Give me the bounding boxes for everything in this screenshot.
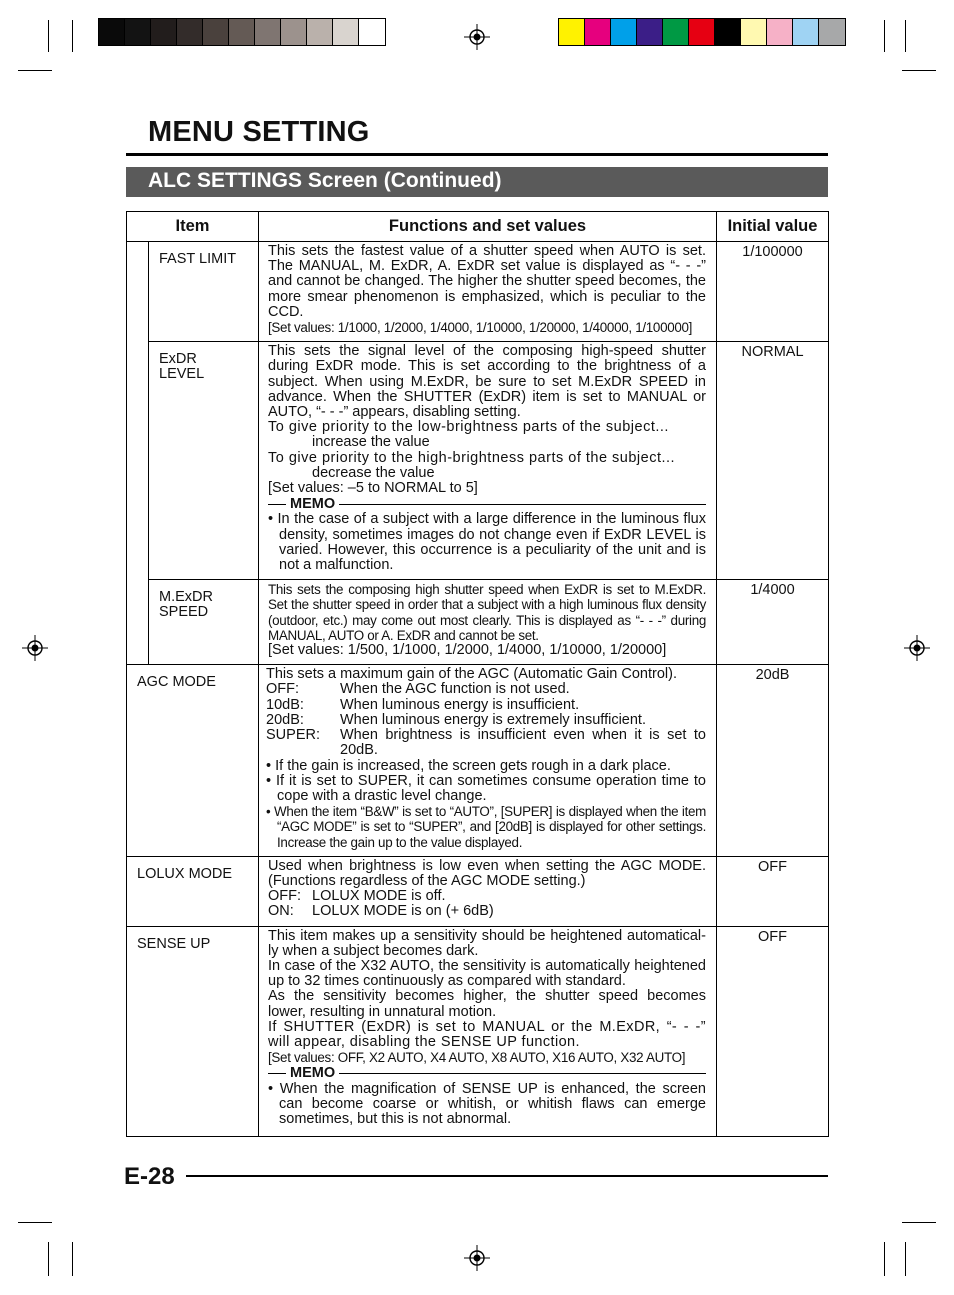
crop-mark (72, 20, 73, 52)
description-text: This sets the signal level of the composing high-speed shutter during ExDR mode. This is set according to the brightness of a subject. When using M.ExDR, be sure to set M.ExDR SPEED in advance. When the SHUTTER (ExDR) item is set to MANUAL or AUTO, “- - -” appears, disabling setting. (268, 343, 706, 421)
settings-table (126, 211, 829, 1137)
table-header-row (127, 212, 829, 242)
table-row (127, 242, 829, 342)
option-row (266, 698, 706, 713)
function-description (259, 856, 717, 926)
option-key: 20dB: (266, 711, 304, 728)
crop-mark (905, 1242, 906, 1276)
footer-rule (186, 1175, 828, 1177)
item-name: AGC MODE (127, 665, 259, 856)
memo-text: • When the magnification of SENSE UP is enhanced, the screen can become coarse or whitish, or whitish flaws can emerge sometimes, but this is not abnormal. (268, 1080, 706, 1127)
table-row (127, 926, 829, 1136)
color-swatch (229, 19, 255, 45)
description-text: To give priority to the low-brightness parts of the subject... (268, 419, 669, 436)
set-values-text: [Set values: 1/500, 1/1000, 1/2000, 1/4000, 1/10000, 1/20000] (268, 642, 667, 659)
item-name-line: SPEED (159, 604, 209, 621)
initial-value: 20dB (717, 665, 829, 856)
color-swatch (99, 19, 125, 45)
description-text: If SHUTTER (ExDR) is set to MANUAL or the M.ExDR, “- - -” will appear, disabling the SENSE UP function. (268, 1018, 706, 1050)
option-value: When luminous energy is extremely insufficient. (340, 711, 646, 728)
crop-mark (18, 1222, 52, 1223)
initial-value: OFF (717, 926, 829, 1136)
color-swatch (307, 19, 333, 45)
color-swatch (741, 19, 767, 45)
option-row (266, 682, 706, 697)
note-bullet: • If the gain is increased, the screen gets rough in a dark place. (266, 757, 671, 774)
crop-mark (884, 1242, 885, 1276)
item-name (149, 342, 259, 580)
set-values-text: [Set values: –5 to NORMAL to 5] (268, 480, 478, 497)
description-text: In case of the X32 AUTO, the sensitivity is automatically heightened up to 32 times continuously as compared with standard. (268, 957, 706, 990)
registration-mark-icon (464, 24, 490, 50)
memo-rule (268, 504, 286, 505)
note-bullet: • If it is set to SUPER, it can sometimes consume operation time to cope with a drastic level change. (266, 772, 706, 804)
color-swatch (793, 19, 819, 45)
option-value: When luminous energy is insufficient. (340, 696, 580, 713)
description-text: To give priority to the high-brightness parts of the subject... (268, 449, 676, 466)
initial-value: 1/4000 (717, 580, 829, 665)
table-row (127, 342, 829, 580)
section-header-bar (126, 167, 828, 197)
color-swatch (255, 19, 281, 45)
option-key: 10dB: (266, 696, 304, 713)
process-color-bar (558, 18, 846, 46)
sub-item-indent (127, 242, 149, 342)
set-values-text: [Set values: OFF, X2 AUTO, X4 AUTO, X8 AUTO, X16 AUTO, X32 AUTO] (268, 1050, 686, 1066)
description-text: This item makes up a sensitivity should be heightened automatical-ly when a subject becomes dark. (268, 927, 706, 959)
option-row (266, 728, 706, 758)
color-swatch (125, 19, 151, 45)
description-text: Used when brightness is low even when setting the AGC MODE. (Functions regardless of the AGC MODE setting.) (268, 857, 706, 889)
function-description (259, 665, 717, 856)
title-rule (126, 153, 828, 156)
column-header-initial: Initial value (717, 212, 829, 242)
color-swatch (177, 19, 203, 45)
function-description (259, 580, 717, 665)
item-name-line: M.ExDR (159, 589, 213, 606)
description-text: This sets the fastest value of a shutter speed when AUTO is set. The MANUAL, M. ExDR, A. ExDR set value is displayed as “- - -” and cannot be changed. The higher the shutter speed becomes, the more smear phenomenon is emphasized, which is peculiar to the CCD. (268, 243, 706, 320)
option-row (266, 713, 706, 728)
color-swatch (333, 19, 359, 45)
description-text: This sets a maximum gain of the AGC (Automatic Gain Control). (266, 666, 677, 683)
column-header-item: Item (127, 212, 259, 242)
option-value: When the AGC function is not used. (340, 681, 570, 698)
sub-item-indent (127, 342, 149, 580)
color-swatch (715, 19, 741, 45)
option-row (268, 904, 706, 919)
option-value: LOLUX MODE is off. (312, 888, 446, 905)
color-swatch (559, 19, 585, 45)
registration-mark-icon (22, 635, 48, 661)
sub-item-indent (127, 580, 149, 665)
color-swatch (637, 19, 663, 45)
item-name-line: LEVEL (159, 366, 205, 383)
registration-mark-icon (904, 635, 930, 661)
crop-mark (18, 70, 52, 71)
memo-rule (339, 1073, 706, 1074)
item-name: FAST LIMIT (149, 242, 259, 342)
table-row (127, 580, 829, 665)
crop-mark (48, 1242, 49, 1276)
option-value: When brightness is insufficient even when it is set to 20dB. (340, 727, 706, 759)
description-text: increase the value (312, 434, 430, 451)
description-text: As the sensitivity becomes higher, the shutter speed becomes lower, resulting in unnatural motion. (268, 988, 706, 1020)
option-value: LOLUX MODE is on (+ 6dB) (312, 903, 494, 920)
color-swatch (663, 19, 689, 45)
color-swatch (151, 19, 177, 45)
description-text: decrease the value (312, 464, 435, 481)
crop-mark (902, 1222, 936, 1223)
item-name: SENSE UP (127, 926, 259, 1136)
crop-mark (72, 1242, 73, 1276)
crop-mark (905, 20, 906, 52)
color-swatch (689, 19, 715, 45)
item-name (149, 580, 259, 665)
description-text: This sets the composing high shutter speed when ExDR is set to M.ExDR. Set the shutter speed in order that a subject with a high luminous flux density (outdoor, etc.) may come out most clearly. This is displayed as “- - -” during MANUAL, AUTO or A. ExDR and cannot be set. (268, 582, 706, 643)
function-description (259, 342, 717, 580)
option-key: SUPER: (266, 727, 320, 744)
color-swatch (281, 19, 307, 45)
crop-mark (884, 20, 885, 52)
option-key: OFF: (268, 888, 302, 905)
note-bullet: • When the item “B&W” is set to “AUTO”, [SUPER] is displayed when the item “AGC MODE” is set to “SUPER”, and [20dB] is displayed for other settings. Increase the gain up to the value displayed. (266, 804, 706, 850)
registration-mark-icon (464, 1245, 490, 1271)
function-description (259, 242, 717, 342)
column-header-functions: Functions and set values (259, 212, 717, 242)
option-row (268, 889, 706, 904)
section-title: ALC SETTINGS Screen (Continued) (148, 169, 502, 192)
crop-mark (902, 70, 936, 71)
initial-value: NORMAL (717, 342, 829, 580)
memo-rule (339, 504, 706, 505)
page-title: MENU SETTING (148, 116, 370, 148)
color-swatch (585, 19, 611, 45)
memo-heading (268, 497, 706, 512)
set-values-text: [Set values: 1/1000, 1/2000, 1/4000, 1/10000, 1/20000, 1/40000, 1/100000] (268, 320, 693, 336)
item-name-line: ExDR (159, 351, 197, 368)
memo-text: • In the case of a subject with a large difference in the luminous flux density, sometimes images do not change even if ExDR LEVEL is varied. However, this occurrence is a peculiarity of the unit and is not a malfunction. (268, 511, 706, 574)
table-row (127, 665, 829, 856)
memo-label: MEMO (290, 1065, 336, 1082)
memo-label: MEMO (290, 496, 336, 513)
memo-rule (268, 1073, 286, 1074)
grayscale-color-bar (98, 18, 386, 46)
table-row (127, 856, 829, 926)
color-swatch (359, 19, 385, 45)
initial-value: 1/100000 (717, 242, 829, 342)
item-name: LOLUX MODE (127, 856, 259, 926)
page-number: E-28 (124, 1163, 175, 1190)
color-swatch (819, 19, 845, 45)
color-swatch (767, 19, 793, 45)
function-description (259, 926, 717, 1136)
memo-heading (268, 1066, 706, 1081)
option-key: OFF: (266, 681, 300, 698)
crop-mark (48, 20, 49, 52)
initial-value: OFF (717, 856, 829, 926)
color-swatch (203, 19, 229, 45)
color-swatch (611, 19, 637, 45)
option-key: ON: (268, 903, 294, 920)
